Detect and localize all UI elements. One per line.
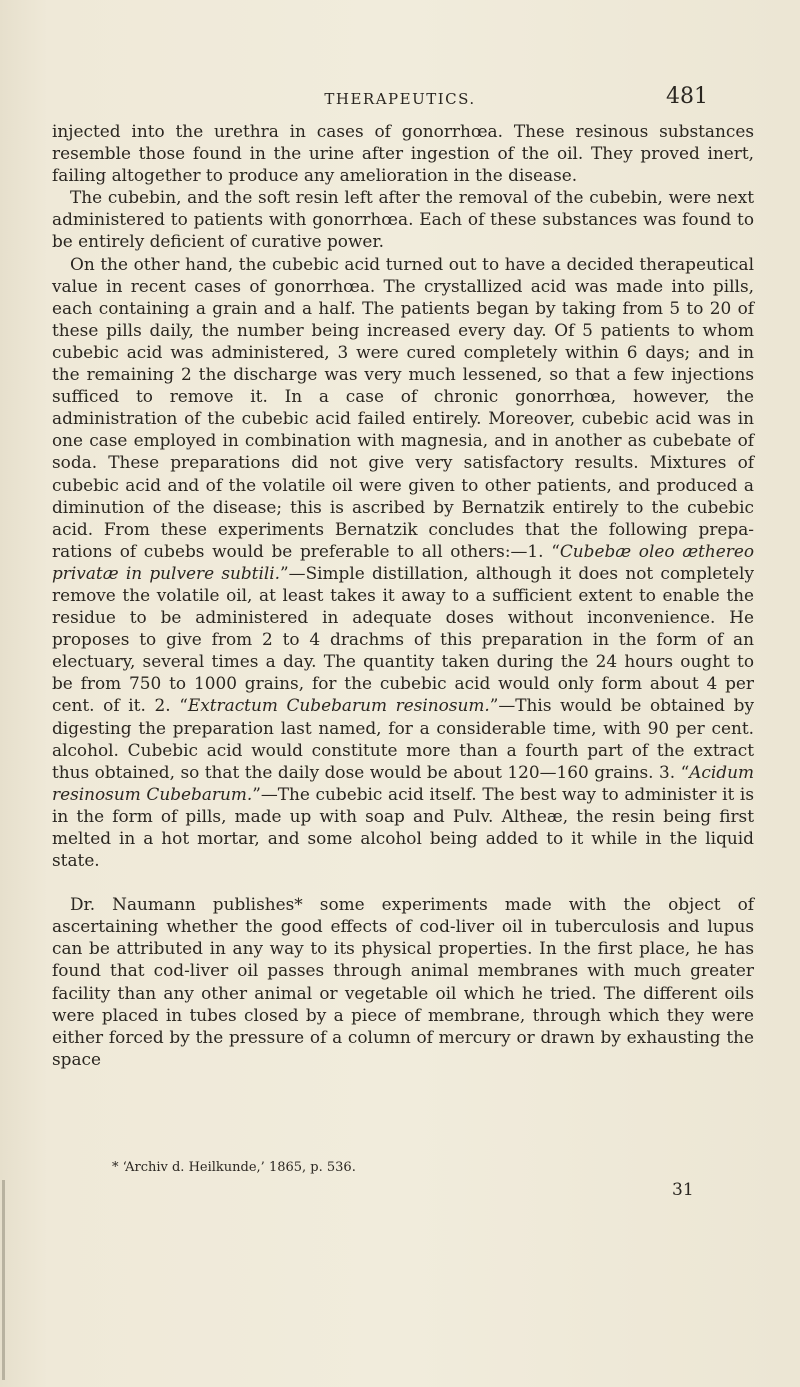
latin-title: Extractum Cubebarum resinosum.: [187, 695, 490, 716]
page-header: [0, 84, 800, 114]
text-run: ”—This would be obtained by digesting the preparation last named, for a considerable time, with 90 per cent. alcohol. Cubebic acid would constitute more than a fourth part of the extract thus obtained, so that the daily dose would be about 120—160 grains. 3. “: [52, 695, 754, 782]
text-run: On the other hand, the cubebic acid turned out to have a decided therapeutical value in recent cases of gonorrhœa. The crystallized acid was made into pills, each containing a grain and a half. The patients began by taking from 5 to 20 of these pills daily, the number being increased every day. Of 5 patients to whom cubebic acid was administered, 3 were cured completely within 6 days; and in the remaining 2 the discharge was very much lessened, so that a few injections sufficed to remove it. In a case of chronic gonorrhœa, however, the administration of the cubebic acid failed entirely. Moreover, cubebic acid was in one case employed in combination with magnesia, and in another as cubebate of soda. These preparations did not give very satisfactory results. Mixtures of cubebic acid and of the volatile oil were given to other patients, and produced a diminution of the disease; this is ascribed by Bernatzik entirely to the cubebic acid. From these experiments Bernatzik concludes that the following preparations of cubebs would be preferable to all others:—1. “: [52, 253, 754, 561]
running-title: THERAPEUTICS.: [324, 90, 476, 108]
signature-mark: 31: [672, 1180, 694, 1200]
paragraph: [52, 186, 754, 252]
text-run: ”—Simple distillation, although it does not completely remove the volatile oil, at least takes it away to a sufficient extent to enable the residue to be administered in adequate doses without inconvenience. He proposes to give from 2 to 4 drachms of this preparation in the form of an electuary, several times a day. The quantity taken during the 24 hours ought to be from 750 to 1000 grains, for the cubebic acid would only form about 4 per cent. of it. 2. “: [52, 562, 755, 716]
footnote: * ‘Archiv d. Heilkunde,’ 1865, p. 536.: [112, 1160, 356, 1175]
latin-title: Cubebæ oleo æthereo privatæ in pulvere subtili.: [52, 540, 754, 583]
latin-title: Acidum resinosum Cubebarum.: [52, 761, 754, 804]
binding-shadow: [2, 1180, 5, 1380]
paragraph: [52, 893, 754, 1070]
text-run: The cubebin, and the soft resin left after the removal of the cubebin, were next administered to patients with gonorrhœa. Each of these substances was found to be entirely deficient of curative power.: [52, 187, 754, 252]
page-number: 481: [666, 84, 708, 109]
text-run: ”—The cubebic acid itself. The best way to administer it is in the form of pills, made up with soap and Pulv. Altheæ, the resin being first melted in a hot mortar, and some alcohol being added to it while in the liquid state.: [52, 783, 754, 871]
body-text: [52, 120, 754, 1070]
text-run: Dr. Naumann publishes* some experiments made with the object of ascertaining whether the good effects of cod-liver oil in tuberculosis and lupus can be attributed in any way to its physical properties. In the first place, he has found that cod-liver oil passes through animal membranes with much greater facility than any other animal or vegetable oil which he tried. The different oils were placed in tubes closed by a piece of membrane, through which they were either forced by the pressure of a column of mercury or drawn by exhausting the space: [52, 894, 754, 1069]
paragraph: [52, 120, 754, 186]
paragraph: [52, 253, 754, 872]
text-run: injected into the urethra in cases of gonorrhœa. These resinous substances resemble those found in the urine after ingestion of the oil. They proved inert, failing altogether to produce any amelioration in the disease.: [52, 121, 754, 186]
